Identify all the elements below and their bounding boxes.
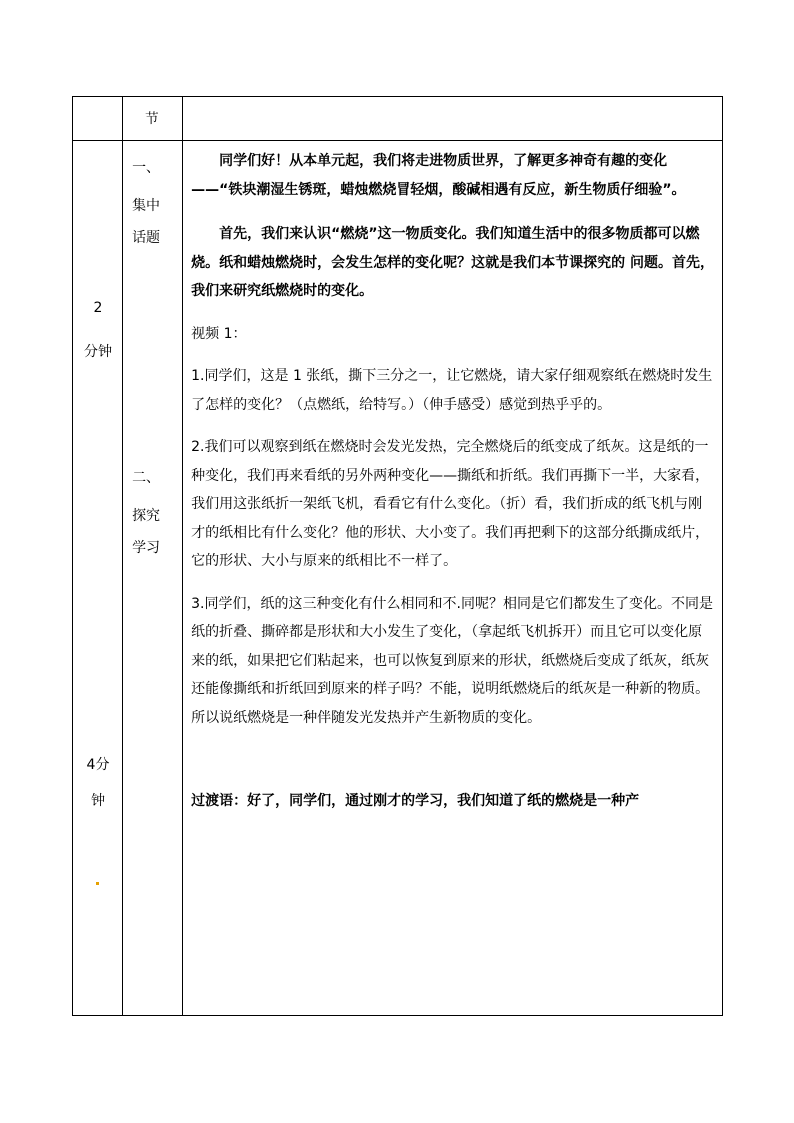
time-cell: [73, 141, 123, 1016]
section-two-number: 二、: [132, 470, 161, 486]
time-a-number: 2: [93, 300, 103, 316]
section-one-number: 一、: [132, 160, 161, 176]
transition-paragraph: 过渡语：好了，同学们，通过刚才的学习，我们知道了纸的燃烧是一种产: [191, 793, 640, 809]
time-b-unit: 钟: [91, 793, 105, 809]
section-one-line2: 话题: [132, 230, 161, 246]
video-label: 视频 1：: [191, 325, 247, 342]
step-2-paragraph: 2.我们可以观察到纸在燃烧时会发光发热，完全燃烧后的纸变成了纸灰。这是纸的一种变化，我们再来看纸的另外两种变化——撕纸和折纸。我们再撕下一半，大家看，我们用这张纸折一架纸飞机，看看它有什么变化。（折）看，我们折成的纸飞机与刚才的纸相比有什么变化？他的形状、大小变了。我们再把剩下的这部分纸撕成纸片，它的形状、大小与原来的纸相比不一样了。: [191, 439, 710, 569]
section-two-line2: 学习: [132, 540, 161, 556]
section-header-label: 节: [145, 111, 159, 127]
section-one-line1: 集中: [132, 198, 161, 214]
time-block-a: [73, 293, 123, 367]
section-header-cell: [123, 97, 183, 141]
time-b-number: 4分: [86, 757, 110, 773]
section-one: [132, 153, 160, 253]
time-header-cell: [73, 97, 123, 141]
lesson-plan-table: [72, 96, 723, 1016]
burning-paragraph: 首先，我们来认识“燃烧”这一物质变化。我们知道生活中的很多物质都可以燃烧。纸和蜡烛燃烧时，会发生怎样的变化呢？这就是我们本节课探究的 问题。首先，我们来研究纸燃烧时的变化。: [191, 226, 715, 299]
lesson-content: [183, 141, 722, 816]
section-two-line1: 探究: [132, 508, 161, 524]
table-body-row: [73, 141, 723, 1016]
step-3-paragraph: 3.同学们，纸的这三种变化有什么相同和不.同呢？相同是它们都发生了变化。不同是纸的折叠、撕碎都是形状和大小发生了变化，（拿起纸飞机拆开）而且它可以变化原来的纸，如果把它们粘起来，也可以恢复到原来的形状，纸燃烧后变成了纸灰，纸灰还能像撕纸和折纸回到原来的样子吗？不能，说明纸燃烧后的纸灰是一种新的物质。所以说纸燃烧是一种伴随发光发热并产生新物质的变化。: [191, 595, 713, 726]
content-cell: [183, 141, 723, 1016]
time-block-b: [73, 750, 123, 816]
table-header-row: [73, 97, 723, 141]
intro-paragraph: 同学们好！从本单元起，我们将走进物质世界，了解更多神奇有趣的变化——“铁块潮湿生锈斑，蜡烛燃烧冒轻烟，酸碱相遇有反应，新生物质仔细验”。: [191, 153, 686, 198]
orange-dot-mark: [96, 882, 99, 885]
section-cell: [123, 141, 183, 1016]
time-a-unit: 分钟: [84, 344, 112, 360]
section-two: [132, 463, 160, 563]
content-header-cell: [183, 97, 723, 141]
step-1-paragraph: 1.同学们，这是 1 张纸，撕下三分之一，让它燃烧，请大家仔细观察纸在燃烧时发生了怎样的变化？（点燃纸，给特写。）（伸手感受）感觉到热乎乎的。: [191, 368, 713, 413]
